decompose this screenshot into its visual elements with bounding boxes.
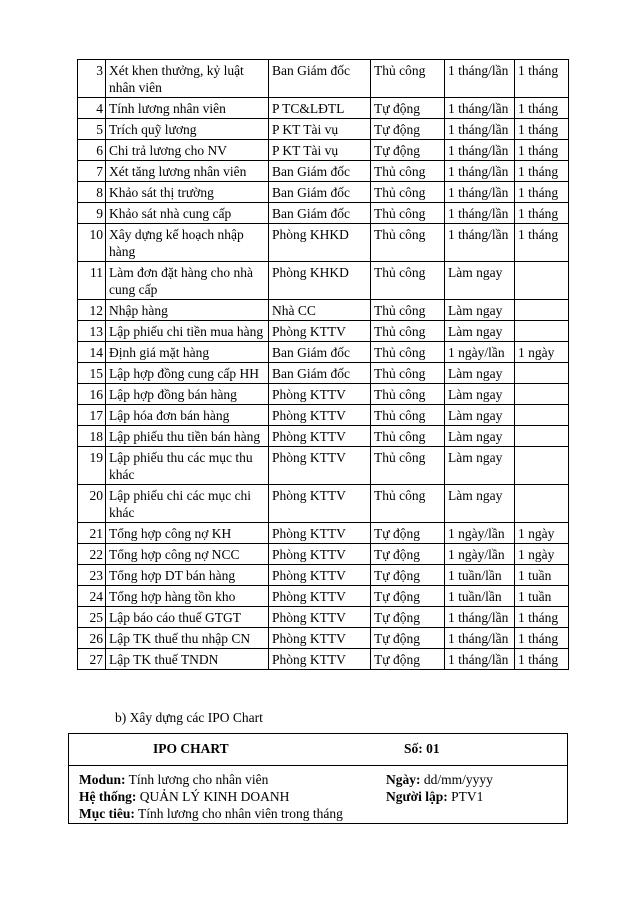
department-cell: Phòng KTTV (269, 607, 371, 628)
cycle-cell: 1 tháng (515, 203, 569, 224)
processing-mode-cell: Thủ công (371, 485, 445, 523)
frequency-cell: Làm ngay (445, 426, 515, 447)
ipo-module-label: Modun: (79, 772, 126, 787)
table-row (78, 363, 569, 384)
cycle-cell: 1 ngày (515, 342, 569, 363)
department-cell: Ban Giám đốc (269, 161, 371, 182)
processing-mode-cell: Thủ công (371, 384, 445, 405)
cycle-cell: 1 tháng (515, 60, 569, 98)
table-row (78, 384, 569, 405)
row-number-cell: 14 (78, 342, 106, 363)
frequency-cell: 1 tháng/lần (445, 224, 515, 262)
table-row (78, 300, 569, 321)
table-row (78, 649, 569, 670)
row-number-cell: 21 (78, 523, 106, 544)
processing-mode-cell: Tự động (371, 544, 445, 565)
cycle-cell: 1 tháng (515, 182, 569, 203)
department-cell: P KT Tài vụ (269, 140, 371, 161)
cycle-cell (515, 447, 569, 485)
frequency-cell: 1 ngày/lần (445, 342, 515, 363)
table-row (78, 485, 569, 523)
table-row (78, 140, 569, 161)
table-row (78, 607, 569, 628)
ipo-author-value: PTV1 (451, 789, 484, 804)
row-number-cell: 4 (78, 98, 106, 119)
processing-mode-cell: Tự động (371, 98, 445, 119)
frequency-cell: 1 tháng/lần (445, 60, 515, 98)
cycle-cell (515, 485, 569, 523)
frequency-cell: 1 tháng/lần (445, 628, 515, 649)
table-row (78, 523, 569, 544)
task-name-cell: Làm đơn đặt hàng cho nhà cung cấp (106, 262, 269, 300)
ipo-number-value: 01 (426, 741, 440, 756)
row-number-cell: 15 (78, 363, 106, 384)
table-row (78, 628, 569, 649)
processing-mode-cell: Tự động (371, 649, 445, 670)
task-name-cell: Tính lương nhân viên (106, 98, 269, 119)
task-name-cell: Lập phiếu chi các mục chi khác (106, 485, 269, 523)
department-cell: Ban Giám đốc (269, 182, 371, 203)
department-cell: Phòng KTTV (269, 426, 371, 447)
frequency-cell: 1 tuần/lần (445, 565, 515, 586)
task-name-cell: Lập hợp đồng cung cấp HH (106, 363, 269, 384)
table-row (78, 321, 569, 342)
processing-mode-cell: Tự động (371, 140, 445, 161)
task-name-cell: Tổng hợp công nợ KH (106, 523, 269, 544)
department-cell: Phòng KTTV (269, 447, 371, 485)
department-cell: Ban Giám đốc (269, 60, 371, 98)
department-cell: Phòng KTTV (269, 649, 371, 670)
row-number-cell: 3 (78, 60, 106, 98)
table-row (78, 161, 569, 182)
task-name-cell: Xét tăng lương nhân viên (106, 161, 269, 182)
department-cell: Nhà CC (269, 300, 371, 321)
frequency-cell: 1 tháng/lần (445, 203, 515, 224)
task-name-cell: Lập phiếu thu các mục thu khác (106, 447, 269, 485)
row-number-cell: 27 (78, 649, 106, 670)
cycle-cell: 1 ngày (515, 544, 569, 565)
frequency-cell: Làm ngay (445, 485, 515, 523)
task-name-cell: Chi trả lương cho NV (106, 140, 269, 161)
processing-mode-cell: Tự động (371, 565, 445, 586)
row-number-cell: 18 (78, 426, 106, 447)
frequency-cell: Làm ngay (445, 405, 515, 426)
ipo-number-label: Số: (404, 741, 423, 756)
frequency-cell: 1 tháng/lần (445, 182, 515, 203)
cycle-cell (515, 405, 569, 426)
processing-mode-cell: Tự động (371, 586, 445, 607)
processing-mode-cell: Thủ công (371, 426, 445, 447)
task-name-cell: Lập TK thuế thu nhập CN (106, 628, 269, 649)
row-number-cell: 6 (78, 140, 106, 161)
table-row (78, 544, 569, 565)
processing-mode-cell: Thủ công (371, 182, 445, 203)
cycle-cell (515, 426, 569, 447)
cycle-cell: 1 tháng (515, 140, 569, 161)
row-number-cell: 12 (78, 300, 106, 321)
task-name-cell: Xét khen thưởng, kỷ luật nhân viên (106, 60, 269, 98)
department-cell: Phòng KTTV (269, 565, 371, 586)
frequency-cell: 1 tuần/lần (445, 586, 515, 607)
cycle-cell: 1 tháng (515, 628, 569, 649)
cycle-cell: 1 tháng (515, 224, 569, 262)
ipo-header (69, 734, 567, 766)
ipo-number (404, 741, 440, 757)
row-number-cell: 26 (78, 628, 106, 649)
row-number-cell: 19 (78, 447, 106, 485)
ipo-module-value: Tính lương cho nhân viên (128, 772, 269, 787)
task-name-cell: Tổng hợp công nợ NCC (106, 544, 269, 565)
ipo-body (79, 771, 559, 822)
processing-mode-cell: Thủ công (371, 203, 445, 224)
processing-mode-cell: Thủ công (371, 60, 445, 98)
task-table-body (78, 60, 569, 670)
department-cell: P KT Tài vụ (269, 119, 371, 140)
table-row (78, 224, 569, 262)
table-row (78, 60, 569, 98)
ipo-chart-box (68, 733, 568, 824)
task-name-cell: Lập phiếu chi tiền mua hàng (106, 321, 269, 342)
ipo-goal-label: Mục tiêu: (79, 806, 135, 821)
processing-mode-cell: Thủ công (371, 262, 445, 300)
department-cell: Ban Giám đốc (269, 342, 371, 363)
ipo-system-label: Hệ thống: (79, 789, 137, 804)
table-row (78, 119, 569, 140)
frequency-cell: 1 tháng/lần (445, 119, 515, 140)
frequency-cell: Làm ngay (445, 300, 515, 321)
cycle-cell (515, 363, 569, 384)
cycle-cell: 1 tháng (515, 161, 569, 182)
row-number-cell: 9 (78, 203, 106, 224)
frequency-cell: 1 tháng/lần (445, 607, 515, 628)
ipo-date-label: Ngày: (386, 772, 421, 787)
task-table (77, 59, 569, 670)
department-cell: Phòng KTTV (269, 485, 371, 523)
row-number-cell: 11 (78, 262, 106, 300)
ipo-title: IPO CHART (153, 741, 229, 756)
processing-mode-cell: Thủ công (371, 224, 445, 262)
department-cell: Phòng KTTV (269, 523, 371, 544)
ipo-author-label: Người lập: (386, 789, 448, 804)
department-cell: Ban Giám đốc (269, 363, 371, 384)
row-number-cell: 8 (78, 182, 106, 203)
cycle-cell: 1 tháng (515, 98, 569, 119)
section-heading: b) Xây dựng các IPO Chart (115, 710, 263, 725)
ipo-system-value: QUẢN LÝ KINH DOANH (139, 789, 290, 804)
row-number-cell: 17 (78, 405, 106, 426)
table-row (78, 426, 569, 447)
frequency-cell: 1 tháng/lần (445, 161, 515, 182)
table-row (78, 342, 569, 363)
department-cell: Phòng KTTV (269, 405, 371, 426)
processing-mode-cell: Thủ công (371, 363, 445, 384)
table-row (78, 565, 569, 586)
ipo-right-column (386, 771, 561, 805)
ipo-goal-line (79, 805, 559, 822)
cycle-cell: 1 tháng (515, 649, 569, 670)
task-name-cell: Nhập hàng (106, 300, 269, 321)
cycle-cell: 1 tuần (515, 565, 569, 586)
task-name-cell: Xây dựng kế hoạch nhập hàng (106, 224, 269, 262)
task-name-cell: Khảo sát nhà cung cấp (106, 203, 269, 224)
department-cell: P TC&LĐTL (269, 98, 371, 119)
processing-mode-cell: Tự động (371, 607, 445, 628)
cycle-cell (515, 384, 569, 405)
ipo-date-line (386, 771, 561, 788)
table-row (78, 182, 569, 203)
table-row (78, 405, 569, 426)
table-row (78, 262, 569, 300)
frequency-cell: 1 ngày/lần (445, 544, 515, 565)
frequency-cell: Làm ngay (445, 363, 515, 384)
ipo-goal-value: Tính lương cho nhân viên trong tháng (138, 806, 343, 821)
cycle-cell: 1 ngày (515, 523, 569, 544)
task-name-cell: Khảo sát thị trường (106, 182, 269, 203)
cycle-cell: 1 tháng (515, 607, 569, 628)
table-row (78, 447, 569, 485)
frequency-cell: Làm ngay (445, 321, 515, 342)
task-name-cell: Lập phiếu thu tiền bán hàng (106, 426, 269, 447)
task-name-cell: Định giá mặt hàng (106, 342, 269, 363)
processing-mode-cell: Thủ công (371, 447, 445, 485)
row-number-cell: 23 (78, 565, 106, 586)
department-cell: Phòng KTTV (269, 321, 371, 342)
frequency-cell: 1 tháng/lần (445, 649, 515, 670)
processing-mode-cell: Tự động (371, 628, 445, 649)
row-number-cell: 16 (78, 384, 106, 405)
row-number-cell: 7 (78, 161, 106, 182)
ipo-author-line (386, 788, 561, 805)
row-number-cell: 10 (78, 224, 106, 262)
row-number-cell: 13 (78, 321, 106, 342)
department-cell: Ban Giám đốc (269, 203, 371, 224)
task-name-cell: Tổng hợp hàng tồn kho (106, 586, 269, 607)
cycle-cell (515, 300, 569, 321)
frequency-cell: 1 tháng/lần (445, 140, 515, 161)
department-cell: Phòng KHKD (269, 224, 371, 262)
cycle-cell (515, 321, 569, 342)
task-name-cell: Lập TK thuế TNDN (106, 649, 269, 670)
table-row (78, 98, 569, 119)
processing-mode-cell: Thủ công (371, 405, 445, 426)
row-number-cell: 24 (78, 586, 106, 607)
table-row (78, 203, 569, 224)
task-name-cell: Lập hóa đơn bán hàng (106, 405, 269, 426)
department-cell: Phòng KTTV (269, 586, 371, 607)
frequency-cell: 1 ngày/lần (445, 523, 515, 544)
department-cell: Phòng KHKD (269, 262, 371, 300)
frequency-cell: Làm ngay (445, 384, 515, 405)
task-name-cell: Tổng hợp DT bán hàng (106, 565, 269, 586)
cycle-cell: 1 tháng (515, 119, 569, 140)
processing-mode-cell: Tự động (371, 119, 445, 140)
cycle-cell (515, 262, 569, 300)
frequency-cell: 1 tháng/lần (445, 98, 515, 119)
table-row (78, 586, 569, 607)
processing-mode-cell: Thủ công (371, 300, 445, 321)
row-number-cell: 22 (78, 544, 106, 565)
department-cell: Phòng KTTV (269, 544, 371, 565)
task-name-cell: Lập báo cáo thuế GTGT (106, 607, 269, 628)
processing-mode-cell: Thủ công (371, 342, 445, 363)
processing-mode-cell: Thủ công (371, 321, 445, 342)
task-name-cell: Trích quỹ lương (106, 119, 269, 140)
task-name-cell: Lập hợp đồng bán hàng (106, 384, 269, 405)
department-cell: Phòng KTTV (269, 384, 371, 405)
row-number-cell: 5 (78, 119, 106, 140)
frequency-cell: Làm ngay (445, 447, 515, 485)
cycle-cell: 1 tuần (515, 586, 569, 607)
department-cell: Phòng KTTV (269, 628, 371, 649)
processing-mode-cell: Tự động (371, 523, 445, 544)
processing-mode-cell: Thủ công (371, 161, 445, 182)
frequency-cell: Làm ngay (445, 262, 515, 300)
row-number-cell: 20 (78, 485, 106, 523)
ipo-date-value: dd/mm/yyyy (423, 772, 493, 787)
row-number-cell: 25 (78, 607, 106, 628)
